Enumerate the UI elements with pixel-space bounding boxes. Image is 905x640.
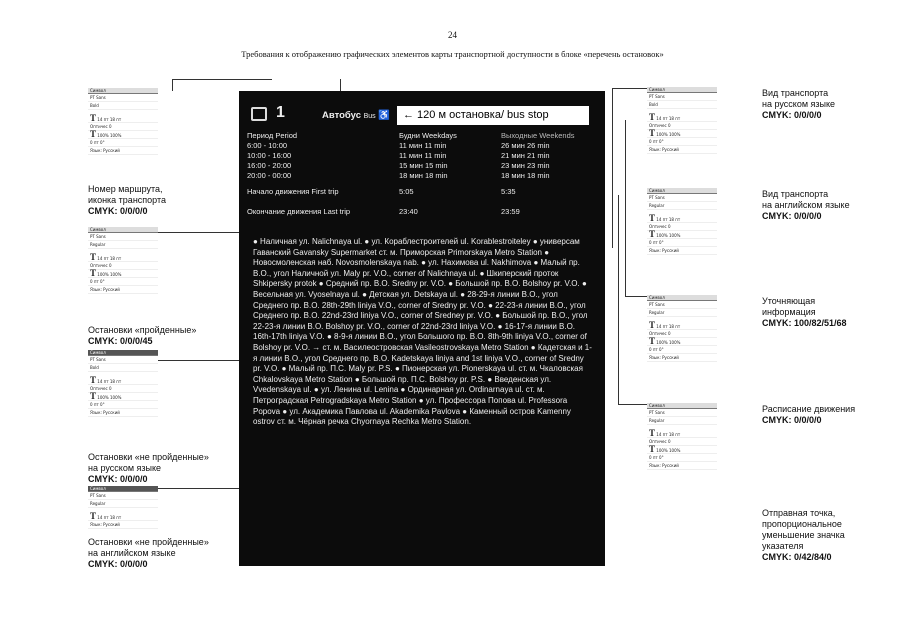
caption-vtype-ru: Вид транспорта на русском языке CMYK: 0/0/0/0 bbox=[762, 88, 836, 120]
last-trip-label: Окончание движения Last trip bbox=[247, 207, 351, 216]
last-trip-weekday: 23:40 bbox=[399, 207, 418, 216]
char-panel-schedule: Символ PT Sans Regular T 14 пт 18 пт Оптичес 0 T 100% 100% 0 пт 0° Язык: Русский bbox=[647, 403, 717, 491]
leader-line bbox=[158, 232, 239, 233]
char-panel-not-passed-ru: Символ PT Sans Bold T 14 пт 18 пт Оптичес 0 T 100% 100% 0 пт 0° Язык: Русский bbox=[88, 350, 158, 438]
schedule-period: 16:00 - 20:00 bbox=[247, 161, 292, 170]
schedule-weekend: 21 мин 21 min bbox=[501, 151, 550, 160]
caption-schedule: Расписание движения CMYK: 0/0/0/0 bbox=[762, 404, 856, 425]
schedule-period: 10:00 - 16:00 bbox=[247, 151, 292, 160]
caption-vtype-en: Вид транспорта на английском языке CMYK: 0/0/0/0 bbox=[762, 189, 850, 221]
schedule-weekday: 11 мин 11 min bbox=[399, 151, 447, 160]
leader-line bbox=[612, 88, 647, 89]
leader-line bbox=[618, 404, 647, 405]
stop-board bbox=[239, 91, 605, 566]
char-panel-clarify: Символ PT Sans Regular T 14 пт 18 пт Оптичес 0 T 100% 100% 0 пт 0° Язык: Русский bbox=[647, 295, 717, 383]
caption-clarifying-info: Уточняющая информация CMYK: 100/82/51/68 bbox=[762, 296, 847, 328]
char-panel-not-passed-en: Символ PT Sans Regular T 14 пт 18 пт Язык: Русский bbox=[88, 486, 158, 548]
schedule-weekday: 15 мин 15 min bbox=[399, 161, 448, 170]
schedule-weekend: 18 мин 18 min bbox=[501, 171, 550, 180]
caption-route-number: Номер маршрута, иконка транспорта CMYK: 0/0/0/0 bbox=[88, 184, 166, 216]
char-panel-vtype-en: Символ PT Sans Regular T 14 пт 18 пт Оптичес 0 T 100% 100% 0 пт 0° Язык: Русский bbox=[647, 188, 717, 276]
first-trip-weekend: 5:35 bbox=[501, 187, 516, 196]
leader-line bbox=[618, 195, 619, 405]
vehicle-type: Автобус Bus ♿ bbox=[322, 110, 391, 121]
caption-not-passed-en: Остановки «не пройденные» на английском языке CMYK: 0/0/0/0 bbox=[88, 537, 209, 569]
document-title: Требования к отображению графических элементов карты транспортной доступности в блоке «перечень остановок» bbox=[241, 49, 664, 59]
weekdays-header: Будни Weekdays bbox=[399, 131, 457, 140]
leader-line bbox=[172, 79, 173, 91]
char-panel-route: Символ PT Sans Bold T 14 пт 18 пт Оптичес 0 T 100% 100% 0 пт 0° Язык: Русский bbox=[88, 88, 158, 176]
leader-line bbox=[612, 88, 613, 248]
route-number: 1 bbox=[276, 104, 285, 121]
schedule-period: 20:00 - 00:00 bbox=[247, 171, 292, 180]
first-trip-weekday: 5:05 bbox=[399, 187, 414, 196]
first-trip-label: Начало движения First trip bbox=[247, 187, 339, 196]
caption-not-passed-ru: Остановки «не пройденные» на русском языке CMYK: 0/0/0/0 bbox=[88, 452, 209, 484]
leader-line bbox=[158, 360, 239, 361]
stop-distance-box: ← 120 м остановка/ bus stop bbox=[397, 106, 589, 125]
last-trip-weekend: 23:59 bbox=[501, 207, 520, 216]
leader-line bbox=[625, 296, 647, 297]
bus-icon bbox=[251, 107, 267, 121]
period-header: Период Period bbox=[247, 131, 298, 140]
schedule-weekday: 18 мин 18 min bbox=[399, 171, 448, 180]
char-panel-vtype-ru: Символ PT Sans Bold T 14 пт 18 пт Оптичес 0 T 100% 100% 0 пт 0° Язык: Русский bbox=[647, 87, 717, 175]
char-panel-passed: Символ PT Sans Regular T 14 пт 18 пт Оптичес 0 T 100% 100% 0 пт 0° Язык: Русский bbox=[88, 227, 158, 315]
stops-list: ● Наличная ул. Nalichnaya ul. ● ул. Кораблестроителей ul. Korablestroiteley ● универсам Гаванский Gavansky Supermarket ст. м. Приморская Primorskaya Metro Station ● Новосмоленская наб. Novosmolenskaya nab. ● ул. Нахимова ul. Nakhimova ● Малый пр. В.О., угол Наличной ул. Maly pr. V.O., corner of Nalichnaya ul. ● Шкиперский проток Shkipersky protok ● Средний пр. В.О. Sredny pr. V.O. ● Большой пр. В.О. Bolshoy pr. V.O. ● Весельная ул. Vyoselnaya ul. ● Детская ул. Detskaya ul. ● 28-29-я линии В.О., угол Среднего пр. В.О. 28th-29th liniya V.O., corner of Sredny pr. V.O. ● 22-23-я линии В.О., угол Среднего пр. В.О. 22nd-23rd liniya V.O., corner of Sredney pr. V.O. ● Большой пр. В.О., угол 22-23-я линии В.О. Bolshoy pr. V.O., corner of 22nd-23rd liniya V.O. ● 16-17-я линии В.О. 16th-17th liniya V.O. ● 8-9-я линии В.О., угол Большого пр. В.О. 8th-9th liniya V.O., corner of Bolshoy pr. V.O. → ст. м. Василеостровская Vasileostrovskaya Metro Station ● Кадетская и 1-я линии В.О., угол Среднего пр. В.О. Kadetskaya liniya and 1st liniya V.O., corner of Sredny pr. V.O. ● Малый пр. П.С. Maly pr. P.S. ● Пионерская ул. Pionerskaya ul. ст. м. Чкаловская Chkalovskaya Metro Station ● Большой пр. П.С. Bolshoy pr. P.S. ● Введенская ул. Vvedenskaya ul. ● ул. Ленина ul. Lenina ● Ординарная ул. Ordinarnaya ul. ст. м. Петроградская Petrogradskaya Metro Station ● ул. Профессора Попова ul. Professora Popova ● ул. Академика Павлова ul. Akademika Pavlova ● Каменный остров Kamenny ostrov ст. м. Чёрная речка Chyornaya Rechka Metro Station. bbox=[253, 237, 592, 427]
caption-origin-point: Отправная точка, пропорциональное уменьшение значка указателя CMYK: 0/42/84/0 bbox=[762, 508, 845, 562]
wheelchair-icon: ♿ bbox=[378, 110, 391, 121]
leader-line bbox=[625, 120, 626, 296]
leader-line bbox=[172, 79, 272, 80]
schedule-weekend: 26 мин 26 min bbox=[501, 141, 550, 150]
schedule-weekend: 23 мин 23 min bbox=[501, 161, 550, 170]
schedule-period: 6:00 - 10:00 bbox=[247, 141, 288, 150]
schedule-weekday: 11 мин 11 min bbox=[399, 141, 447, 150]
caption-passed-stops: Остановки «пройденные» CMYK: 0/0/0/45 bbox=[88, 325, 197, 346]
page-number: 24 bbox=[448, 30, 457, 40]
weekends-header: Выходные Weekends bbox=[501, 131, 575, 140]
leader-line bbox=[158, 488, 239, 489]
